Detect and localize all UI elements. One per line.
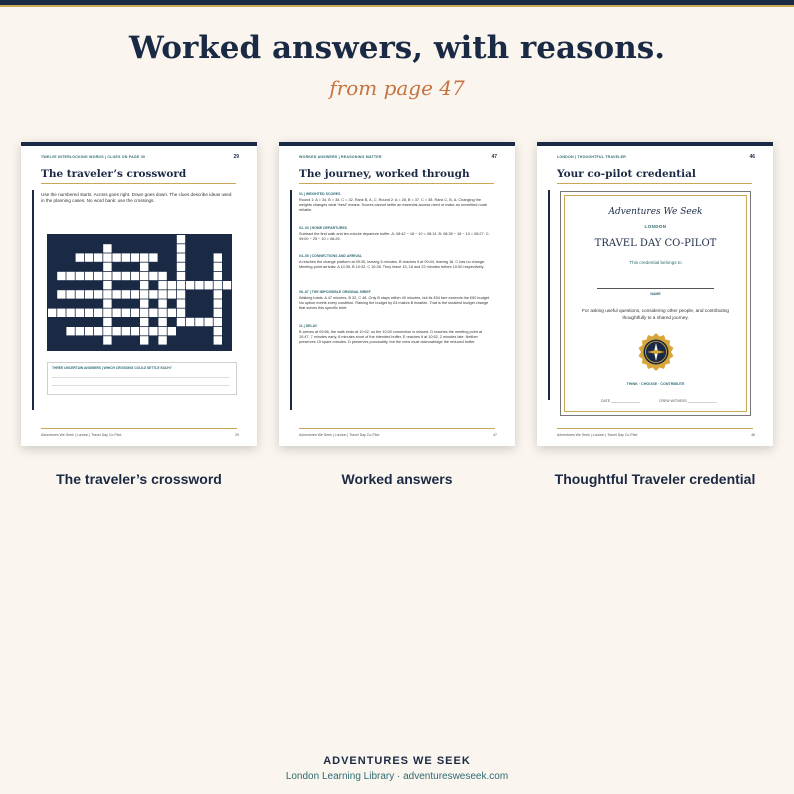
- crossword-cell: [140, 309, 148, 317]
- crossword-cell: [149, 327, 157, 335]
- witness-label: CREW WITNESS: [659, 399, 687, 403]
- crossword-cell: [103, 263, 111, 271]
- crossword-cell: [94, 253, 102, 261]
- crossword-cell: [149, 272, 157, 280]
- crossword-cell: [214, 318, 222, 326]
- crossword-cell: [158, 309, 166, 317]
- certificate-reason: For asking useful questions, considering other people, and contributing thoughtfully to a shared journey.: [582, 308, 729, 320]
- crossword-cell: [131, 327, 139, 335]
- crossword-cell: [177, 299, 185, 307]
- page-footer: Adventures We Seek | London | Travel Day Co-Pilot: [41, 433, 122, 437]
- running-head: LONDON | THOUGHTFUL TRAVELER: [557, 155, 626, 159]
- section-heading: 02–03 | HOME DEPARTURES: [299, 226, 347, 230]
- crossword-cell: [140, 299, 148, 307]
- crossword-cell: [214, 336, 222, 344]
- crossword-cell: [177, 290, 185, 298]
- footer-page-number: 46: [751, 433, 755, 437]
- crossword-cell: [57, 272, 65, 280]
- answer-section: [299, 290, 493, 312]
- crossword-cell: [103, 272, 111, 280]
- crossword-cell: [112, 327, 120, 335]
- crossword-cell: [158, 327, 166, 335]
- name-label: NAME: [650, 292, 661, 296]
- page-number: 29: [233, 154, 239, 160]
- name-line: [597, 288, 714, 289]
- notes-box: [47, 362, 237, 395]
- crossword-cell: [85, 272, 93, 280]
- crossword-cell: [112, 253, 120, 261]
- answers-page-preview: [279, 142, 515, 446]
- caption-answers: Worked answers: [341, 471, 453, 487]
- library-line: London Learning Library · adventuresweseek.com: [285, 771, 509, 782]
- crossword-cell: [103, 309, 111, 317]
- date-field: DATE _______________: [601, 399, 641, 403]
- section-body: B arrives at 09:56, the walk ends at 10:02, so the 10:00 connection is missed. D reaches the meeting point at 10:47, 7 minutes early, 8 minutes short of the intended buffer. E reaches it at 10:52, 2 minutes late. Neither preserves 15 spare minutes. D preserves punctuality, but the crew must acknowledge the reduced buffer.: [299, 330, 482, 345]
- date-label: DATE: [601, 399, 611, 403]
- crossword-cell: [158, 299, 166, 307]
- answer-section: [299, 254, 493, 270]
- crossword-cell: [214, 299, 222, 307]
- crossword-cell: [122, 272, 130, 280]
- page-footer: Adventures We Seek | London | Travel Day Co-Pilot: [557, 433, 638, 437]
- footer-rule: [41, 428, 237, 429]
- crossword-cell: [122, 327, 130, 335]
- page-number: 46: [749, 154, 755, 160]
- title-rule: [557, 183, 752, 184]
- section-heading: 11 | DELAY: [299, 324, 318, 328]
- caption-crossword: The traveler’s crossword: [56, 471, 222, 487]
- crossword-cell: [140, 263, 148, 271]
- crossword-cell: [149, 253, 157, 261]
- crossword-cell: [122, 309, 130, 317]
- crossword-cell: [94, 309, 102, 317]
- award-seal-icon: [636, 332, 676, 374]
- witness-field: CREW WITNESS _______________: [659, 399, 717, 403]
- crossword-cell: [186, 281, 194, 289]
- section-heading: 01 | WEIGHTED SCORES: [299, 192, 341, 196]
- headline: Worked answers, with reasons.: [129, 30, 665, 66]
- side-bar: [290, 190, 292, 410]
- crossword-cell: [177, 244, 185, 252]
- crossword-cell: [103, 281, 111, 289]
- crossword-cell: [85, 309, 93, 317]
- crossword-cell: [214, 327, 222, 335]
- crossword-cell: [48, 309, 56, 317]
- certificate-city: LONDON: [644, 224, 667, 229]
- crossword-cell: [214, 290, 222, 298]
- crossword-cell: [195, 318, 203, 326]
- crossword-cell: [131, 309, 139, 317]
- caption-credential: Thoughtful Traveler credential: [554, 471, 756, 487]
- crossword-cell: [158, 318, 166, 326]
- notes-line: [52, 377, 230, 378]
- top-gold-stripe: [0, 5, 794, 7]
- crossword-cell: [140, 272, 148, 280]
- section-body: Round 1: A = 34, B = 35, C = 32. Rank B, A, C. Round 2: A = 28, B = 37, C = 38. Rank C, B, A. Changing the weights changes what “best” means. Scores cannot settle an essential access need or make an unverified route reliable.: [299, 198, 488, 213]
- crossword-cell: [177, 318, 185, 326]
- footer-rule: [299, 428, 495, 429]
- crossword-cell: [131, 253, 139, 261]
- crossword-cell: [76, 290, 84, 298]
- page-number: 47: [491, 154, 497, 160]
- crossword-cell: [103, 253, 111, 261]
- certificate-belongs-to: This credential belongs to: [629, 260, 682, 265]
- crossword-cell: [94, 290, 102, 298]
- crossword-cell: [158, 336, 166, 344]
- crossword-cell: [177, 253, 185, 261]
- crossword-cell: [85, 253, 93, 261]
- crossword-cell: [214, 281, 222, 289]
- crossword-cell: [177, 309, 185, 317]
- crossword-cell: [158, 290, 166, 298]
- crossword-cell: [76, 327, 84, 335]
- crossword-cell: [76, 309, 84, 317]
- crossword-cell: [140, 253, 148, 261]
- certificate-brand: Adventures We Seek: [608, 207, 703, 217]
- crossword-cell: [103, 290, 111, 298]
- notes-line: [52, 385, 230, 386]
- crossword-cell: [177, 272, 185, 280]
- crossword-cell: [76, 272, 84, 280]
- section-heading: 04–05 | CONNECTIONS AND ARRIVAL: [299, 254, 363, 258]
- page-title: The journey, worked through: [299, 168, 470, 180]
- crossword-cell: [103, 244, 111, 252]
- crossword-cell: [122, 253, 130, 261]
- crossword-cell: [223, 281, 231, 289]
- crossword-cell: [149, 290, 157, 298]
- certificate-inner-border: [564, 195, 747, 412]
- crossword-cell: [140, 281, 148, 289]
- section-heading: 06–07 | THE IMPOSSIBLE ORIGINAL BRIEF: [299, 290, 371, 294]
- running-head: WORKED ANSWERS | REASONING MATTER: [299, 155, 382, 159]
- crossword-cell: [103, 336, 111, 344]
- footer-rule: [557, 428, 753, 429]
- notes-label: THREE UNCERTAIN ANSWERS | WHICH CROSSING COULD SETTLE EACH?: [52, 366, 172, 370]
- crossword-cell: [140, 318, 148, 326]
- credential-page-preview: [537, 142, 773, 446]
- crossword-cell: [103, 327, 111, 335]
- section-body: Subtract the first walk and ten-minute departure buffer. A: 08:42 − 18 − 10 = 08:14. B: 08:35 − 18 − 10 = 08:27. C: 09:00 − 25 − 10 = 08:25.: [299, 232, 490, 242]
- title-rule: [41, 183, 236, 184]
- crossword-cell: [94, 327, 102, 335]
- answer-section: [299, 192, 493, 214]
- crossword-cell: [131, 272, 139, 280]
- side-bar: [32, 190, 34, 410]
- crossword-cell: [214, 263, 222, 271]
- crossword-cell: [112, 290, 120, 298]
- brand-name: ADVENTURES WE SEEK: [323, 755, 471, 767]
- crossword-cell: [168, 309, 176, 317]
- crossword-cell: [214, 309, 222, 317]
- crossword-cell: [112, 309, 120, 317]
- crossword-cell: [204, 281, 212, 289]
- title-rule: [299, 183, 494, 184]
- credential-certificate: [560, 191, 751, 416]
- crossword-cell: [94, 272, 102, 280]
- section-body: A reaches the change platform at 09:30, leaving 5 minutes. B reaches it at 09:44, leaving 16. C has no change. Meeting-point arrivals: A 10:35, B 10:32, C 10:28. They leave 15, 18 and 22 minutes before 10:50 respectively.: [299, 260, 486, 270]
- crossword-cell: [140, 290, 148, 298]
- crossword-cell: [112, 272, 120, 280]
- crossword-cell: [140, 336, 148, 344]
- crossword-cell: [85, 327, 93, 335]
- crossword-cell: [85, 290, 93, 298]
- crossword-cell: [177, 281, 185, 289]
- page-footer: Adventures We Seek | London | Travel Day Co-Pilot: [299, 433, 380, 437]
- side-bar: [548, 190, 550, 400]
- crossword-cell: [177, 263, 185, 271]
- crossword-cell: [76, 253, 84, 261]
- crossword-cell: [214, 253, 222, 261]
- crossword-cell: [57, 309, 65, 317]
- crossword-cell: [66, 290, 74, 298]
- crossword-cell: [168, 327, 176, 335]
- crossword-cell: [204, 318, 212, 326]
- certificate-title: TRAVEL DAY CO-PILOT: [594, 238, 717, 249]
- crossword-cell: [57, 290, 65, 298]
- page-title: The traveler’s crossword: [41, 168, 187, 180]
- page-title: Your co-pilot credential: [557, 168, 696, 180]
- footer-page-number: 29: [235, 433, 239, 437]
- running-head: TWELVE INTERLOCKING WORDS | CLUES ON PAGE 30: [41, 155, 146, 159]
- page-top-bar: [279, 142, 515, 146]
- crossword-cell: [131, 290, 139, 298]
- footer-page-number: 47: [493, 433, 497, 437]
- crossword-cell: [186, 318, 194, 326]
- section-body: Walking totals: A 47 minutes, B 32, C 48. Only B stays within 40 minutes, but its £54 fare exceeds the £50 budget. No option meets every condition. Raising the budget by £4 makes B feasible. That is the smallest budget change that solves this specific brief.: [299, 296, 491, 311]
- crossword-cell: [158, 281, 166, 289]
- subheadline: from page 47: [329, 76, 465, 100]
- crossword-cell: [168, 281, 176, 289]
- answer-section: [299, 226, 493, 242]
- crossword-cell: [158, 272, 166, 280]
- crossword-cell: [66, 309, 74, 317]
- crossword-cell: [103, 318, 111, 326]
- crossword-cell: [66, 327, 74, 335]
- crossword-cell: [66, 272, 74, 280]
- crossword-grid: [47, 234, 232, 351]
- page-top-bar: [21, 142, 257, 146]
- crossword-cell: [214, 272, 222, 280]
- crossword-cell: [149, 309, 157, 317]
- crossword-cell: [177, 235, 185, 243]
- page-top-bar: [537, 142, 773, 146]
- crossword-intro: Use the numbered starts. Across goes right. Down goes down. The clues describe ideas used in the planning cases. No word bank: use the crossings.: [41, 192, 232, 203]
- crossword-cell: [195, 281, 203, 289]
- crossword-cell: [103, 299, 111, 307]
- crossword-cell: [168, 290, 176, 298]
- crossword-cell: [122, 290, 130, 298]
- crossword-cells: [48, 235, 231, 345]
- crossword-cell: [140, 327, 148, 335]
- answer-section: [299, 324, 493, 346]
- crossword-page-preview: [21, 142, 257, 446]
- certificate-motto: THINK · CHOOSE · CONTRIBUTE: [626, 382, 685, 386]
